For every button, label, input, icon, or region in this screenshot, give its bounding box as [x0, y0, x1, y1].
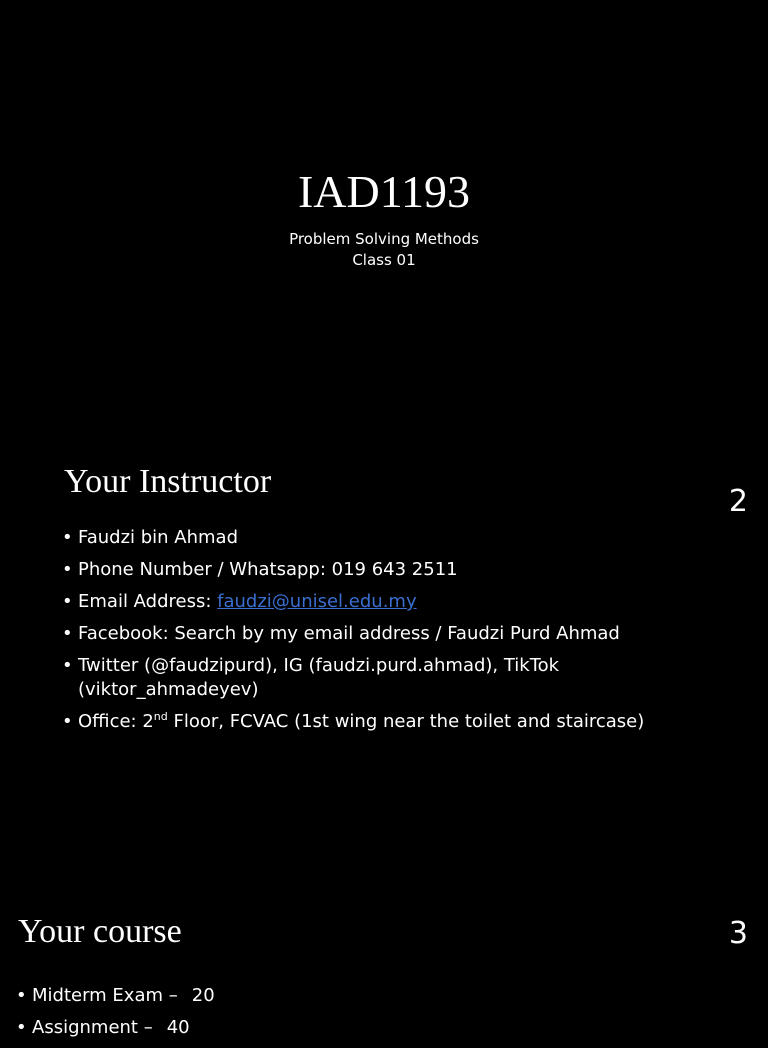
- email-label: Email Address:: [78, 591, 218, 612]
- list-item-grade: [16, 1016, 616, 1040]
- office-floor-suffix: nd: [153, 710, 168, 723]
- grade-value: 20: [191, 985, 215, 1006]
- grading-list: [16, 984, 616, 1048]
- list-item-facebook: [62, 622, 662, 646]
- email-link[interactable]: faudzi@unisel.edu.my: [217, 591, 417, 612]
- instructor-slide: [0, 430, 768, 870]
- list-item-phone: [62, 558, 662, 582]
- slide-heading: Your Instructor: [64, 463, 272, 500]
- grade-value: 40: [166, 1017, 190, 1038]
- list-item-name: [62, 526, 662, 550]
- slide-number: 2: [728, 484, 748, 519]
- list-item-grade: [16, 984, 616, 1008]
- slide-heading: Your course: [18, 913, 182, 950]
- course-code-title: IAD1193: [297, 166, 471, 217]
- phone-text: Phone Number / Whatsapp: 019 643 2511: [78, 559, 458, 580]
- facebook-text: Facebook: Search by my email address / Faudzi Purd Ahmad: [78, 623, 620, 644]
- course-name-subtitle: Problem Solving Methods: [289, 230, 479, 248]
- list-item-office: [62, 710, 662, 734]
- office-suffix: Floor, FCVAC (1st wing near the toilet and staircase): [167, 711, 645, 732]
- list-item-email: [62, 590, 662, 614]
- title-slide: [0, 0, 768, 430]
- instructor-name: Faudzi bin Ahmad: [78, 527, 239, 548]
- grade-label: Assignment –: [32, 1017, 153, 1038]
- grade-label: Midterm Exam –: [32, 985, 178, 1006]
- slide-number: 3: [728, 916, 748, 951]
- course-slide: [0, 870, 768, 1038]
- social-text: Twitter (@faudzipurd), IG (faudzi.purd.ahmad), TikTok (viktor_ahmadeyev): [78, 655, 560, 700]
- office-prefix: Office: 2: [78, 711, 154, 732]
- class-number-subtitle: Class 01: [352, 251, 416, 269]
- list-item-social: [62, 654, 662, 702]
- instructor-info-list: [62, 526, 662, 742]
